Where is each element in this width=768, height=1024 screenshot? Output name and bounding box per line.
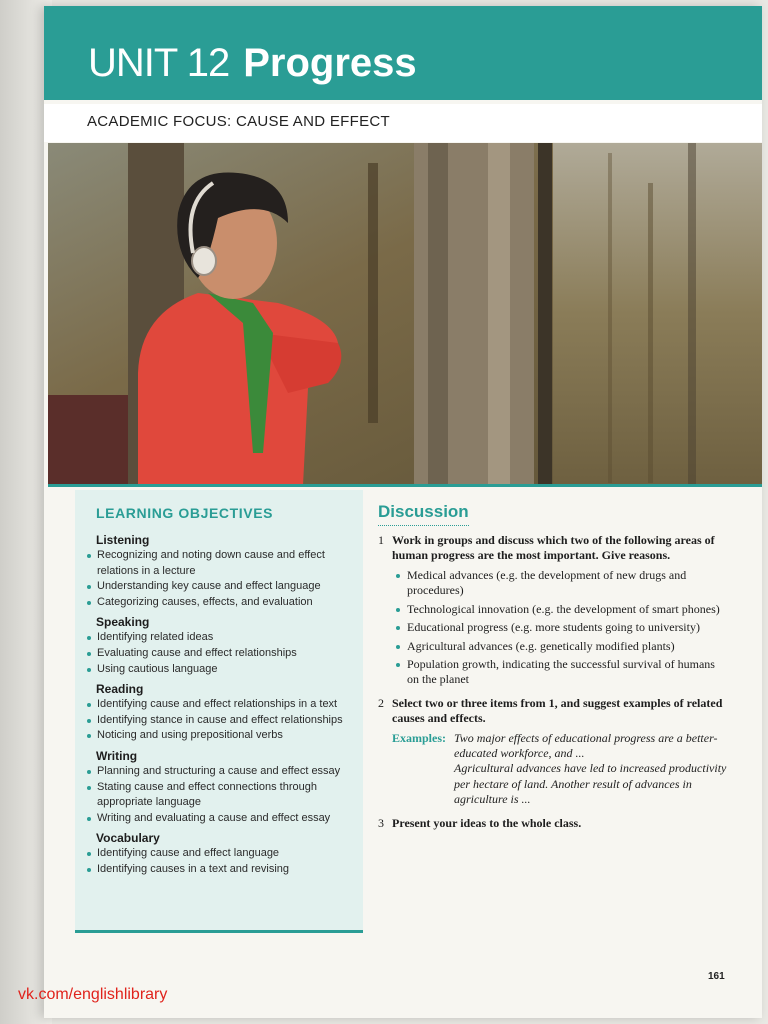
objective-group-listening [90, 532, 360, 610]
unit-photo [48, 143, 762, 485]
question-number: 2 [378, 696, 384, 710]
objective-item: Categorizing causes, effects, and evaluation [90, 595, 360, 611]
objective-item: Identifying cause and effect language [90, 846, 360, 862]
unit-header-band [44, 6, 762, 100]
progress-area-item: Educational progress (e.g. more students going to university) [406, 620, 728, 635]
question-text: Present your ideas to the whole class. [392, 816, 582, 831]
objective-item: Noticing and using prepositional verbs [90, 728, 360, 744]
academic-focus-bar [44, 104, 762, 142]
objective-heading: Listening [96, 533, 150, 547]
objective-item: Evaluating cause and effect relationships [90, 646, 360, 662]
progress-area-item: Technological innovation (e.g. the development of smart phones) [406, 602, 728, 617]
objective-item: Understanding key cause and effect language [90, 579, 360, 595]
question-text: Select two or three items from 1, and suggest examples of related causes and effects. [392, 696, 723, 725]
academic-focus-label: ACADEMIC FOCUS: CAUSE AND EFFECT [87, 113, 390, 130]
page-number: 161 [708, 971, 725, 982]
photo-divider [48, 484, 762, 487]
discussion-title: Discussion [378, 502, 469, 526]
objective-group-vocabulary [90, 830, 360, 877]
objective-heading: Speaking [96, 615, 150, 630]
learning-objectives-rule [75, 930, 363, 933]
discussion-question-3 [378, 816, 728, 831]
objective-item: Identifying related ideas [90, 630, 360, 646]
objective-item: Identifying cause and effect relationships in a text [90, 697, 360, 713]
progress-area-item: Agricultural advances (e.g. genetically modified plants) [406, 639, 728, 654]
objective-item: Identifying causes in a text and revising [90, 862, 360, 878]
objective-item: Identifying stance in cause and effect relationships [90, 713, 360, 729]
learning-objectives-list [90, 528, 360, 878]
objective-item: Writing and evaluating a cause and effect essay [90, 811, 360, 827]
objective-group-writing [90, 748, 360, 826]
progress-area-item: Medical advances (e.g. the development of new drugs and procedures) [406, 568, 728, 598]
objective-heading: Reading [96, 682, 144, 697]
objective-item: Stating cause and effect connections through appropriate language [90, 780, 360, 811]
objective-group-reading [90, 681, 360, 744]
objective-heading: Writing [96, 748, 138, 763]
discussion-question-2 [378, 696, 728, 807]
photo-student-at-window [48, 143, 762, 485]
unit-name: Progress [243, 41, 417, 85]
textbook-page [44, 6, 762, 1018]
objective-item: Recognizing and noting down cause and effect relations in a lecture [90, 548, 360, 579]
question-number: 3 [378, 816, 384, 831]
question-text: Work in groups and discuss which two of the following areas of human progress are the most important. Give reasons. [392, 533, 715, 562]
objective-heading: Vocabulary [96, 831, 160, 846]
objective-item: Using cautious language [90, 662, 360, 678]
unit-number: UNIT 12 [88, 41, 230, 85]
objective-group-speaking [90, 614, 360, 677]
learning-objectives-title: LEARNING OBJECTIVES [96, 505, 274, 521]
unit-title [88, 40, 417, 86]
examples-block [392, 731, 728, 807]
example-sentence: Two major effects of educational progress are a better-educated workforce, and ... [454, 731, 718, 761]
question-number: 1 [378, 533, 384, 547]
example-sentence: Agricultural advances have led to increased productivity per hectare of land. Another result of advances in agriculture is ... [454, 761, 727, 806]
progress-area-item: Population growth, indicating the successful survival of humans on the planet [406, 657, 728, 687]
examples-label: Examples: [392, 731, 446, 745]
discussion-section [378, 533, 728, 840]
discussion-question-1 [378, 533, 728, 687]
watermark-link: vk.com/englishlibrary [18, 986, 168, 1003]
objective-item: Planning and structuring a cause and effect essay [90, 764, 360, 780]
